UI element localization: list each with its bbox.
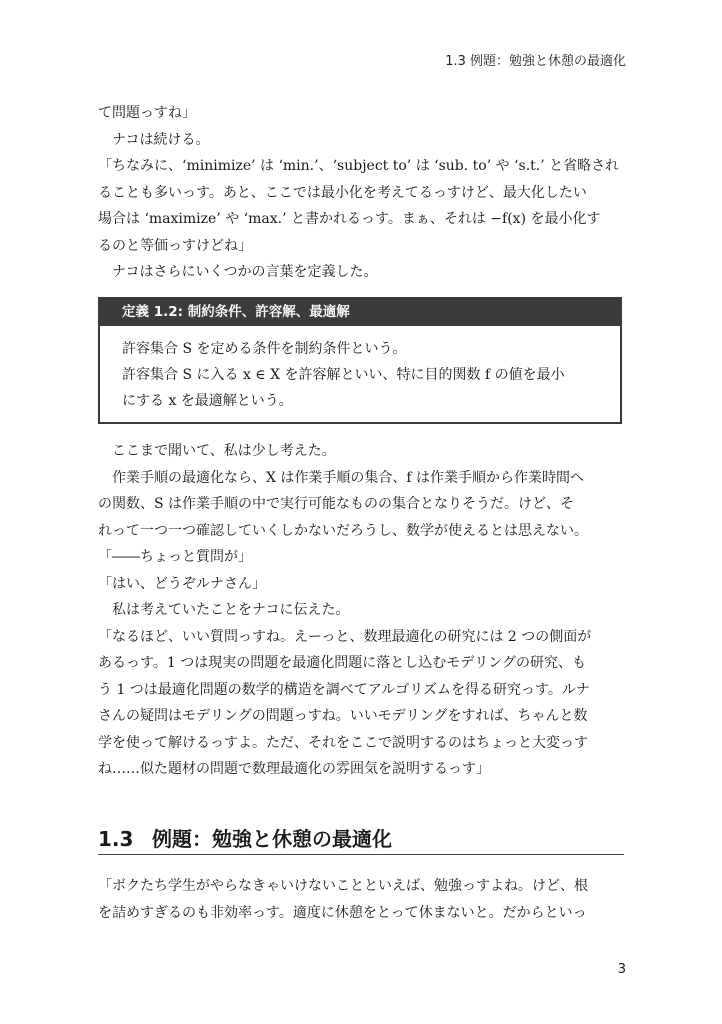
text-line: ね……似た題材の問題で数理最適化の雰囲気を説明するっす」 (98, 761, 490, 777)
text-line: あるっす。1 つは現実の問題を最適化問題に落とし込むモデリングの研究、も (98, 655, 586, 671)
text-line: ここまで聞いて、私は少し考えた。 (98, 443, 336, 459)
text-line: ナコはさらにいくつかの言葉を定義した。 (98, 264, 378, 280)
text-line: 「――ちょっと質問が」 (98, 549, 252, 565)
text-line: 「ちなみに、‘minimize’ は ‘min.’、‘subject to’ は ‘sub. to’ や ‘s.t.’ と省略され (98, 158, 620, 174)
body-text-top (98, 100, 628, 286)
text-line: ナコは続ける。 (98, 131, 210, 148)
definition-box (98, 297, 622, 424)
text-line: るのと等価っすけどね」 (98, 237, 252, 254)
text-line: 「ボクたち学生がやらなきゃいけないことといえば、勉強っすよね。けど、根 (98, 878, 588, 894)
text-line: 作業手順の最適化なら、X は作業手順の集合、f は作業手順から作業時間へ (98, 469, 585, 486)
definition-line: 許容集合 S を定める条件を制約条件という。 (122, 341, 407, 357)
body-text-middle (98, 438, 628, 783)
text-line: 学を使って解けるっすよ。ただ、それをここで説明するのはちょっと大変っす (98, 734, 588, 751)
page-number: 3 (617, 962, 626, 977)
definition-line: 許容集合 S に入る x ∈ X を許容解といい、特に目的関数 f の値を最小 (122, 367, 565, 383)
text-line: う 1 つは最適化問題の数学的構造を調べてアルゴリズムを得る研究っす。ルナ (98, 681, 590, 698)
section-heading (98, 826, 624, 855)
text-line: れって一つ一つ確認していくしかないだろうし、数学が使えるとは思えない。 (98, 522, 588, 539)
section-title: 例題：勉強と休憩の最適化 (152, 827, 392, 851)
running-header: 1.3 例題：勉強と休憩の最適化 (445, 54, 626, 69)
text-line: さんの疑問はモデリングの問題っすね。いいモデリングをすれば、ちゃんと数 (98, 708, 588, 724)
definition-body (122, 336, 565, 414)
text-line: 私は考えていたことをナコに伝えた。 (98, 602, 350, 618)
text-line: の関数、S は作業手順の中で実行可能なものの集合となりそうだ。けど、そ (98, 496, 575, 512)
text-line: 「なるほど、いい質問っすね。えーっと、数理最適化の研究には 2 つの側面が (98, 628, 592, 645)
section-number: 1.3 (98, 827, 134, 851)
text-line: 「はい、どうぞルナさん」 (98, 575, 266, 592)
definition-line: にする x を最適解という。 (122, 393, 293, 409)
text-line: を詰めすぎるのも非効率っす。適度に休憩をとって休まないと。だからといっ (98, 904, 587, 921)
text-line: 場合は ‘maximize’ や ‘max.’ と書かれるっす。まぁ、それは −f(x) を最小化す (98, 211, 601, 227)
definition-title: 定義 1.2: 制約条件、許容解、最適解 (100, 299, 620, 326)
text-line: て問題っすね」 (98, 105, 196, 121)
text-line: ることも多いっす。あと、ここでは最小化を考えてるっすけど、最大化したい (98, 184, 587, 201)
body-text-bottom (98, 873, 628, 926)
